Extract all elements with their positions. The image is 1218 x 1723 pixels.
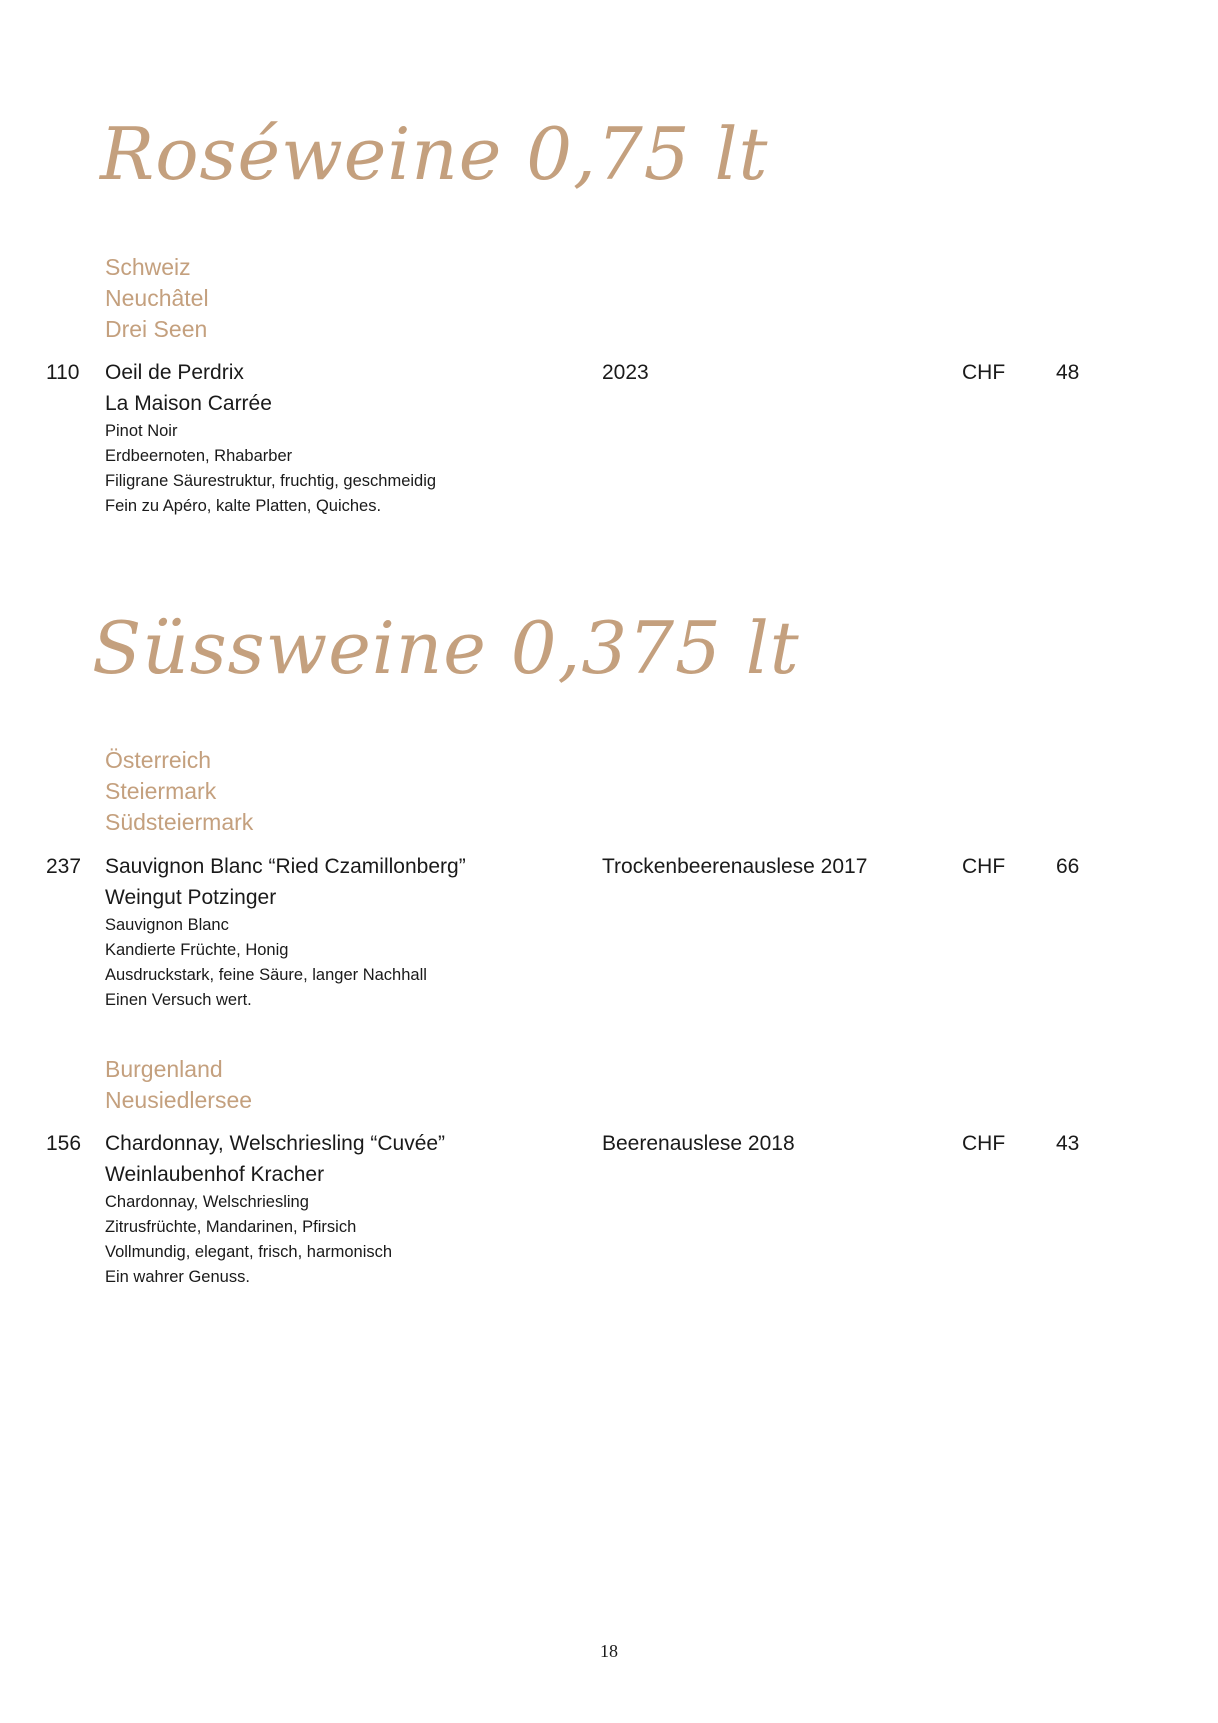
wine-price: 66 — [1056, 855, 1080, 878]
wine-producer: La Maison Carrée — [105, 392, 272, 415]
page-number: 18 — [600, 1641, 618, 1661]
wine-producer: Weinlaubenhof Kracher — [105, 1163, 325, 1186]
wine-description — [105, 357, 436, 519]
region-country: Schweiz — [105, 254, 191, 280]
wine-pairing: Einen Versuch wert. — [105, 991, 252, 1009]
wine-character: Ausdruckstark, feine Säure, langer Nachhall — [105, 966, 427, 984]
wine-pairing: Fein zu Apéro, kalte Platten, Quiches. — [105, 497, 382, 515]
wine-vintage: Beerenauslese 2018 — [602, 1132, 795, 1155]
wine-description — [105, 1128, 445, 1290]
wine-currency: CHF — [962, 361, 1006, 384]
wine-character: Vollmundig, elegant, frisch, harmonisch — [105, 1243, 393, 1261]
region-country: Österreich — [105, 747, 212, 773]
wine-name: Chardonnay, Welschriesling “Cuvée” — [105, 1132, 446, 1155]
wine-currency: CHF — [962, 1132, 1006, 1155]
region-heading — [105, 1054, 252, 1116]
section-title-suessweine: Süssweine 0,375 lt — [92, 606, 800, 690]
wine-producer: Weingut Potzinger — [105, 886, 277, 909]
wine-number: 156 — [46, 1132, 82, 1155]
wine-price: 48 — [1056, 361, 1080, 384]
wine-character: Filigrane Säurestruktur, fruchtig, geschmeidig — [105, 472, 437, 490]
wine-number: 237 — [46, 855, 82, 878]
region-subarea: Neusiedlersee — [105, 1087, 253, 1113]
wine-name: Sauvignon Blanc “Ried Czamillonberg” — [105, 855, 466, 878]
region-heading — [105, 252, 209, 345]
wine-aroma: Zitrusfrüchte, Mandarinen, Pfirsich — [105, 1218, 357, 1236]
wine-grape: Chardonnay, Welschriesling — [105, 1193, 309, 1211]
region-area: Burgenland — [105, 1056, 223, 1082]
wine-pairing: Ein wahrer Genuss. — [105, 1268, 250, 1286]
wine-aroma: Erdbeernoten, Rhabarber — [105, 447, 293, 465]
wine-currency: CHF — [962, 855, 1006, 878]
region-area: Steiermark — [105, 778, 217, 804]
region-subarea: Drei Seen — [105, 316, 208, 342]
wine-grape: Pinot Noir — [105, 422, 178, 440]
wine-vintage: 2023 — [602, 361, 649, 384]
wine-description — [105, 851, 466, 1013]
wine-aroma: Kandierte Früchte, Honig — [105, 941, 289, 959]
section-title-roseweine: Roséweine 0,75 lt — [100, 112, 769, 196]
wine-name: Oeil de Perdrix — [105, 361, 244, 384]
wine-number: 110 — [46, 361, 80, 384]
region-area: Neuchâtel — [105, 285, 209, 311]
wine-price: 43 — [1056, 1132, 1080, 1155]
wine-vintage: Trockenbeerenauslese 2017 — [602, 855, 868, 878]
wine-grape: Sauvignon Blanc — [105, 916, 229, 934]
region-subarea: Südsteiermark — [105, 809, 254, 835]
region-heading — [105, 745, 253, 838]
